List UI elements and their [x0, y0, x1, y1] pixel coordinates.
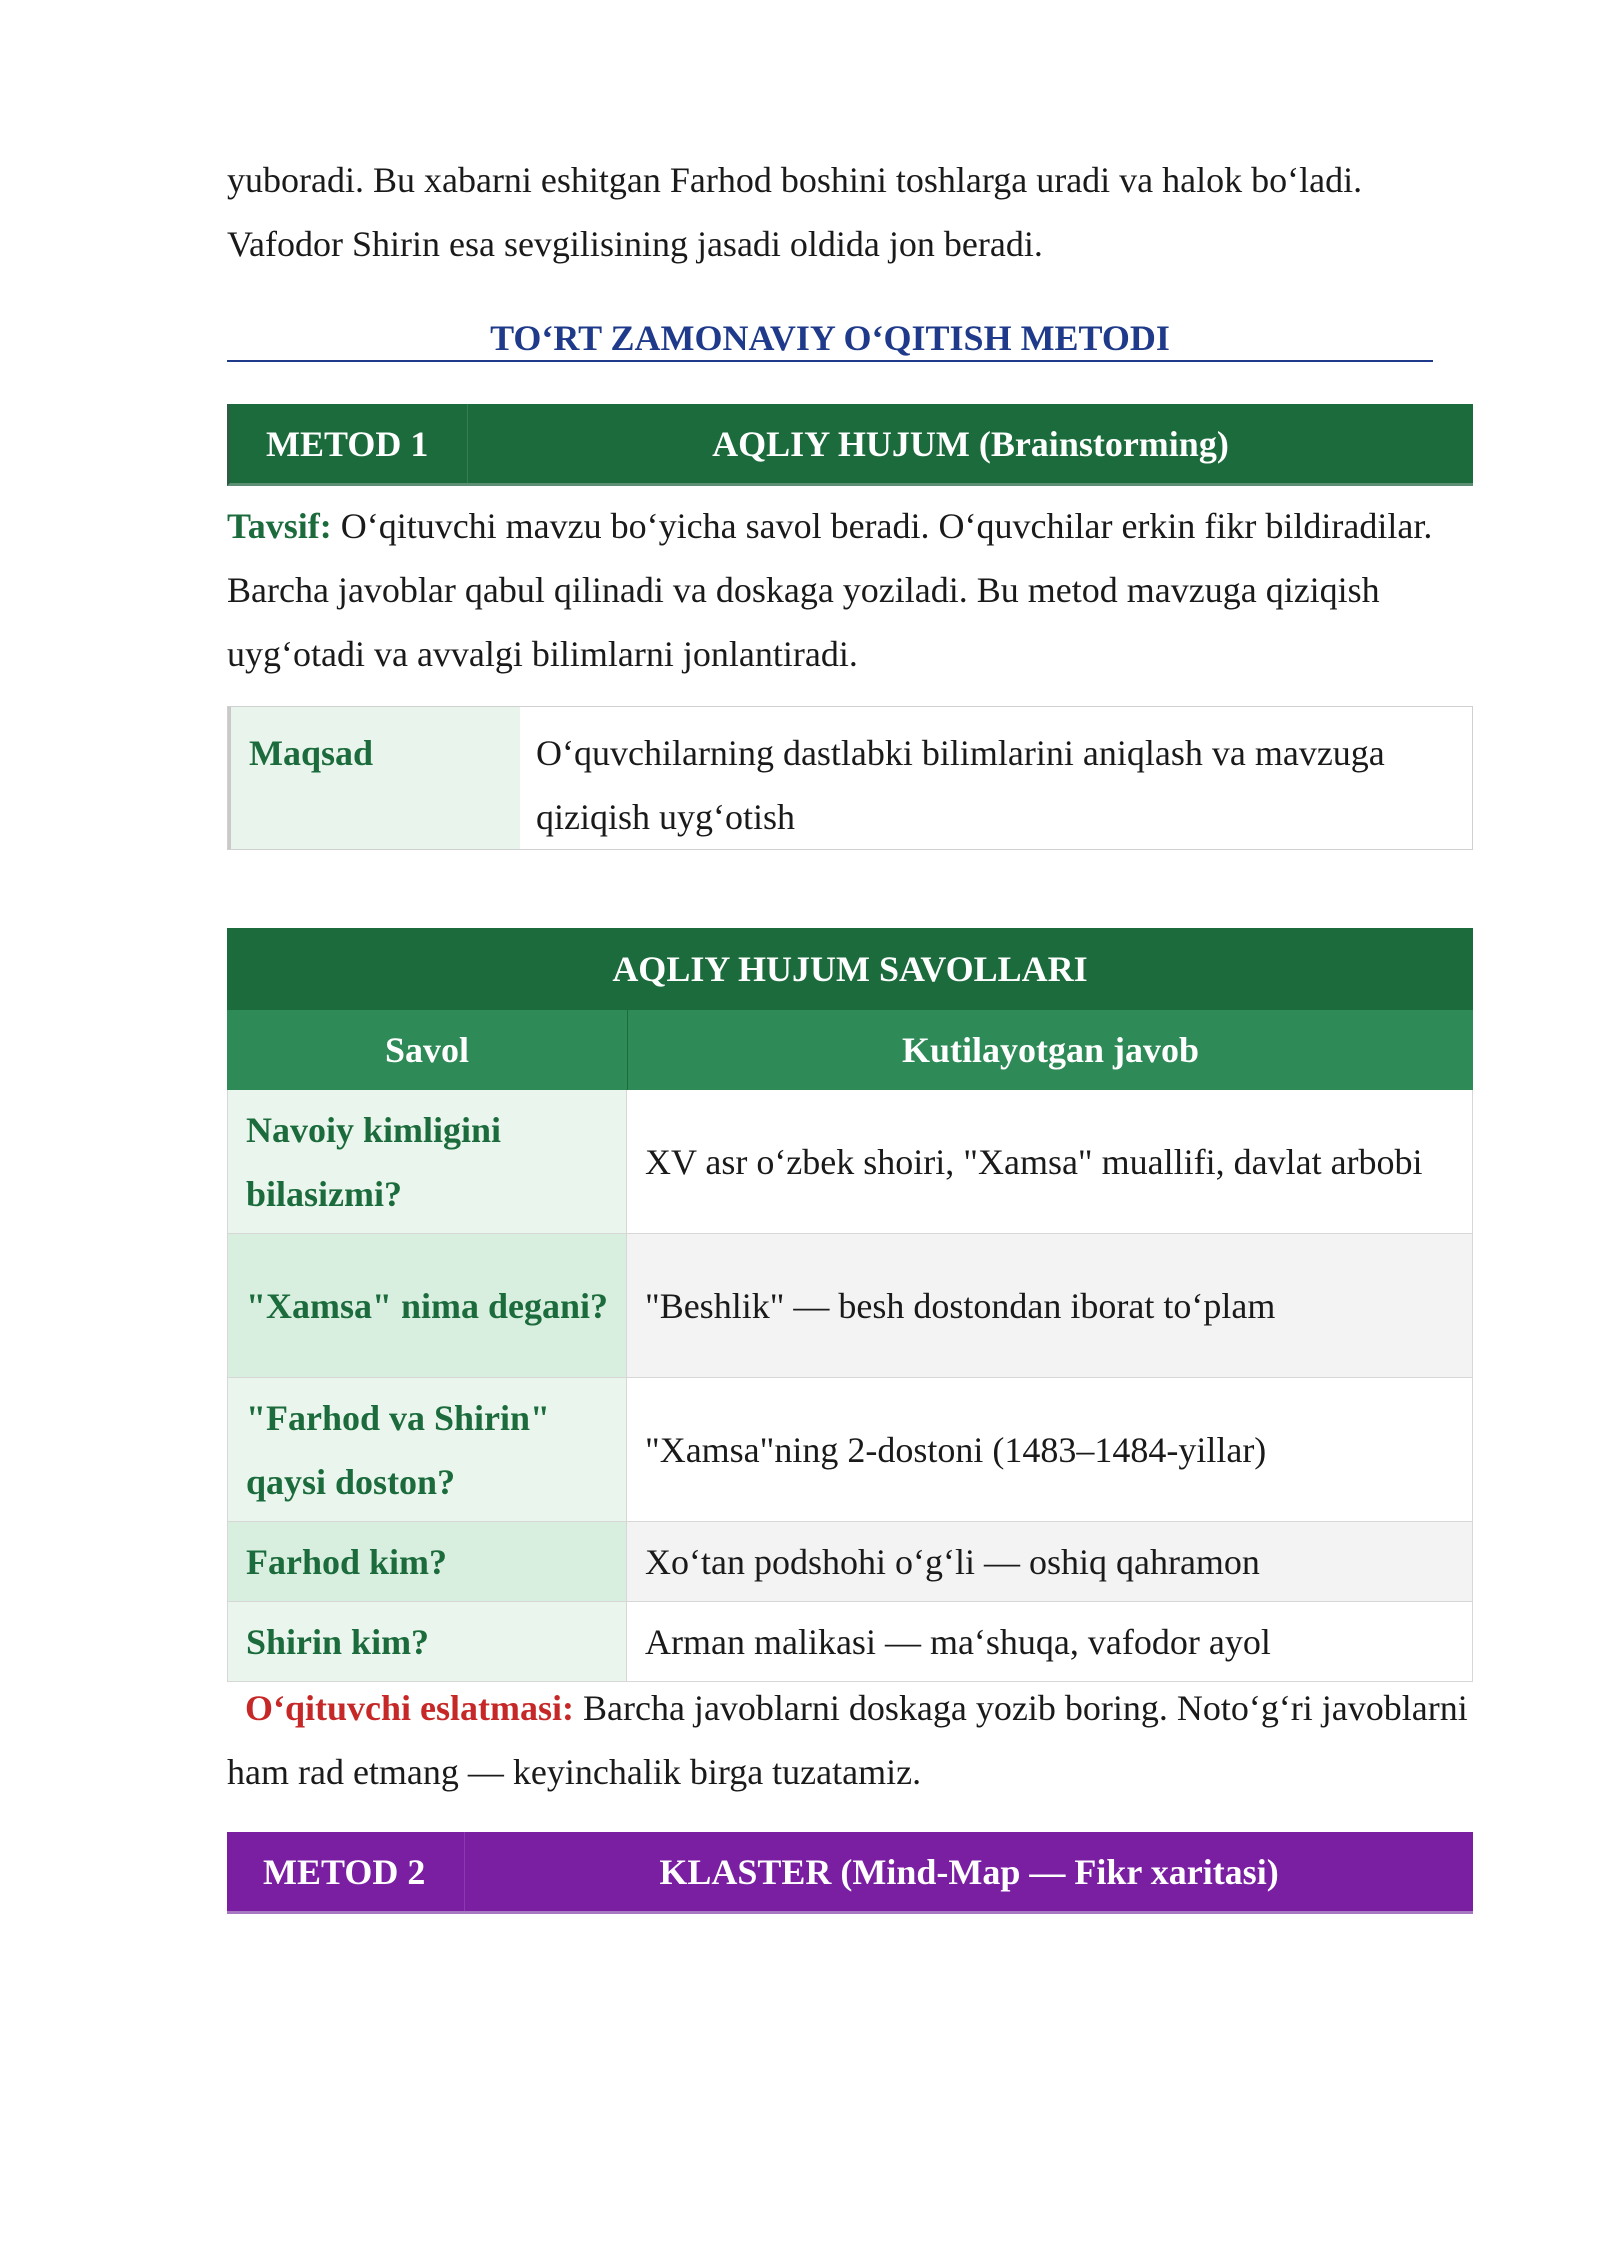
intro-paragraph — [227, 148, 1473, 276]
question-cell: Navoiy kimligini bilasizmi? — [227, 1090, 627, 1233]
intro-line-1: yuboradi. Bu xabarni eshitgan Farhod boshini toshlarga uradi va halok bo‘ladi. — [227, 160, 1363, 200]
section-title: TO‘RT ZAMONAVIY O‘QITISH METODI — [227, 316, 1433, 362]
answer-cell: "Beshlik" — besh dostondan iborat to‘plam — [627, 1234, 1472, 1377]
metod-1-number: METOD 1 — [230, 404, 468, 483]
table-row — [227, 1602, 1473, 1682]
table-row — [227, 1234, 1473, 1378]
metod-1-description — [227, 494, 1473, 686]
teacher-note-text: Barcha javoblarni doskaga yozib boring. Noto‘g‘ri javoblarni ham rad etmang — keyinchalik birga tuzatamiz. — [227, 1688, 1468, 1792]
table-row — [227, 1378, 1473, 1522]
metod-2-header — [227, 1832, 1473, 1914]
answer-cell: Xo‘tan podshohi o‘g‘li — oshiq qahramon — [627, 1522, 1472, 1601]
answer-cell: "Xamsa"ning 2-dostoni (1483–1484-yillar) — [627, 1378, 1472, 1521]
tavsif-label: Tavsif: — [227, 506, 332, 546]
questions-table-header-row — [227, 1010, 1473, 1090]
questions-table — [227, 928, 1473, 1682]
question-cell: "Farhod va Shirin" qaysi doston? — [227, 1378, 627, 1521]
question-cell: Shirin kim? — [227, 1602, 627, 1681]
metod-2-name: KLASTER (Mind-Map — Fikr xaritasi) — [659, 1851, 1279, 1892]
answer-cell: XV asr o‘zbek shoiri, "Xamsa" muallifi, davlat arbobi — [627, 1090, 1472, 1233]
table-row — [227, 1522, 1473, 1602]
metod-2-number: METOD 2 — [227, 1832, 465, 1911]
maqsad-text: O‘quvchilarning dastlabki bilimlarini aniqlash va mavzuga qiziqish uyg‘otish — [536, 733, 1385, 837]
maqsad-table — [227, 706, 1473, 850]
table-row — [227, 1090, 1473, 1234]
questions-table-title: AQLIY HUJUM SAVOLLARI — [227, 928, 1473, 1010]
column-header-javob: Kutilayotgan javob — [901, 1030, 1200, 1070]
teacher-note-label: O‘qituvchi eslatmasi: — [245, 1688, 574, 1728]
metod-1-header — [227, 404, 1473, 486]
tavsif-text: O‘qituvchi mavzu bo‘yicha savol beradi. O‘quvchilar erkin fikr bildiradilar. Barcha javoblar qabul qilinadi va doskaga yoziladi. Bu metod mavzuga qiziqish uyg‘otadi va avvalgi bilimlarni jonlantiradi. — [227, 506, 1433, 674]
metod-1-name: AQLIY HUJUM (Brainstorming) — [712, 423, 1229, 464]
intro-line-2: Vafodor Shirin esa sevgilisining jasadi oldida jon beradi. — [227, 224, 1043, 264]
teacher-note — [227, 1676, 1473, 1804]
maqsad-label: Maqsad — [228, 707, 520, 849]
column-header-savol: Savol — [227, 1010, 628, 1090]
question-cell: "Xamsa" nima degani? — [227, 1234, 627, 1377]
answer-cell: Arman malikasi — ma‘shuqa, vafodor ayol — [627, 1602, 1472, 1681]
question-cell: Farhod kim? — [227, 1522, 627, 1601]
